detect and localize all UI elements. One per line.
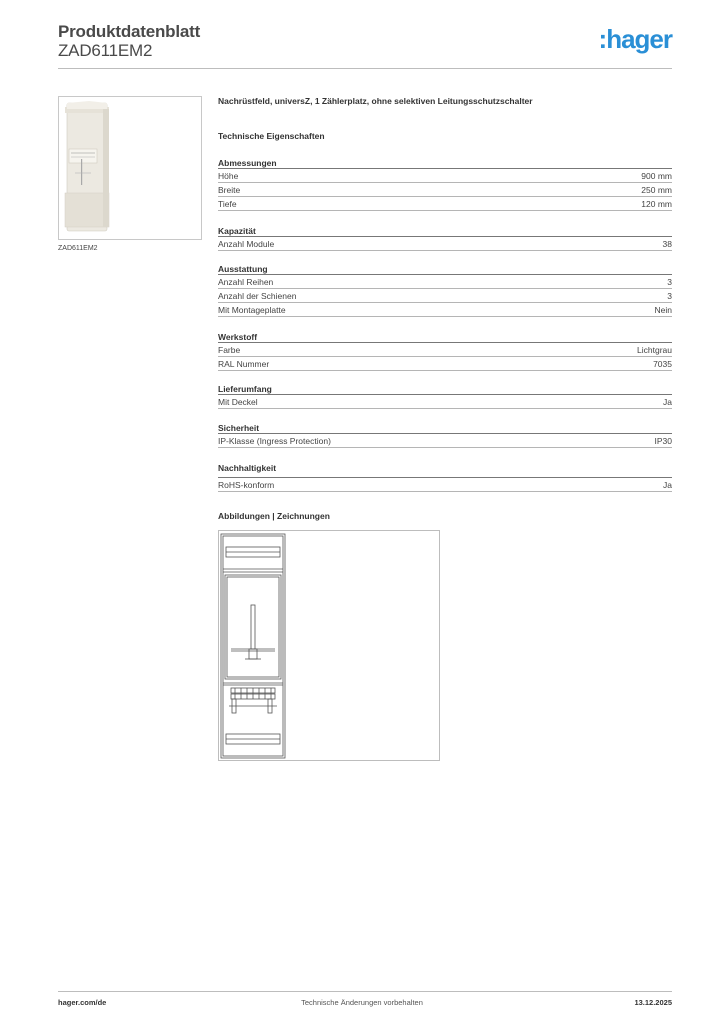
- logo-text: hager: [606, 24, 672, 54]
- document-title: Produktdatenblatt: [58, 22, 201, 41]
- table-row: [218, 289, 672, 303]
- table-row: [218, 395, 672, 409]
- document-subtitle: ZAD611EM2: [58, 41, 153, 60]
- row-key: Höhe: [218, 171, 239, 181]
- logo-colon-icon: :: [598, 24, 607, 54]
- header: [58, 20, 672, 70]
- technical-drawing: [218, 530, 440, 761]
- technical-heading: Technische Eigenschaften: [218, 131, 325, 141]
- group-title: Werkstoff: [218, 331, 672, 343]
- row-key: Breite: [218, 185, 241, 195]
- row-value: 250 mm: [641, 185, 672, 195]
- header-divider: [58, 68, 672, 69]
- row-value: Nein: [654, 305, 672, 315]
- row-value: 120 mm: [641, 199, 672, 209]
- group-title: Sicherheit: [218, 422, 672, 434]
- footer-divider: [58, 991, 672, 992]
- product-image: [58, 96, 202, 240]
- table-row: [218, 343, 672, 357]
- row-value: IP30: [654, 436, 672, 446]
- table-row: [218, 169, 672, 183]
- row-key: Anzahl Reihen: [218, 277, 274, 287]
- enclosure-drawing-icon: [219, 531, 439, 760]
- group-title: Lieferumfang: [218, 383, 672, 395]
- product-name: Nachrüstfeld, universZ, 1 Zählerplatz, ohne selektiven Leitungsschutzschalter: [218, 96, 533, 106]
- row-key: Anzahl der Schienen: [218, 291, 297, 301]
- group-lieferumfang: [218, 383, 672, 409]
- table-row: [218, 303, 672, 317]
- row-key: RAL Nummer: [218, 359, 270, 369]
- row-key: Mit Montageplatte: [218, 305, 286, 315]
- row-value: 900 mm: [641, 171, 672, 181]
- product-photo-icon: [59, 97, 201, 239]
- table-row: [218, 478, 672, 492]
- group-title: Abmessungen: [218, 157, 672, 169]
- row-key: Mit Deckel: [218, 397, 258, 407]
- table-row: [218, 237, 672, 251]
- group-abmessungen: [218, 157, 672, 211]
- table-row: [218, 357, 672, 371]
- row-value: 3: [667, 291, 672, 301]
- table-row: [218, 197, 672, 211]
- row-key: Anzahl Module: [218, 239, 275, 249]
- table-row: [218, 275, 672, 289]
- footer-date: 13.12.2025: [634, 998, 672, 1007]
- drawings-heading: Abbildungen | Zeichnungen: [218, 511, 330, 521]
- row-value: Ja: [663, 397, 672, 407]
- table-row: [218, 183, 672, 197]
- row-key: RoHS-konform: [218, 480, 275, 490]
- group-kapazitaet: [218, 225, 672, 251]
- row-value: 38: [662, 239, 672, 249]
- group-title: Nachhaltigkeit: [218, 462, 672, 478]
- group-title: Kapazität: [218, 225, 672, 237]
- row-value: Lichtgrau: [637, 345, 672, 355]
- row-value: Ja: [663, 480, 672, 490]
- footer-disclaimer: Technische Änderungen vorbehalten: [301, 998, 423, 1007]
- group-nachhaltigkeit: [218, 462, 672, 492]
- group-title: Ausstattung: [218, 263, 672, 275]
- row-value: 3: [667, 277, 672, 287]
- hager-logo: [599, 24, 672, 55]
- row-key: Tiefe: [218, 199, 237, 209]
- row-value: 7035: [653, 359, 672, 369]
- row-key: IP-Klasse (Ingress Protection): [218, 436, 331, 446]
- table-row: [218, 434, 672, 448]
- group-werkstoff: [218, 331, 672, 371]
- product-image-caption: ZAD611EM2: [58, 245, 98, 252]
- group-sicherheit: [218, 422, 672, 448]
- row-key: Farbe: [218, 345, 241, 355]
- group-ausstattung: [218, 263, 672, 317]
- footer-website-link[interactable]: hager.com/de: [58, 998, 107, 1007]
